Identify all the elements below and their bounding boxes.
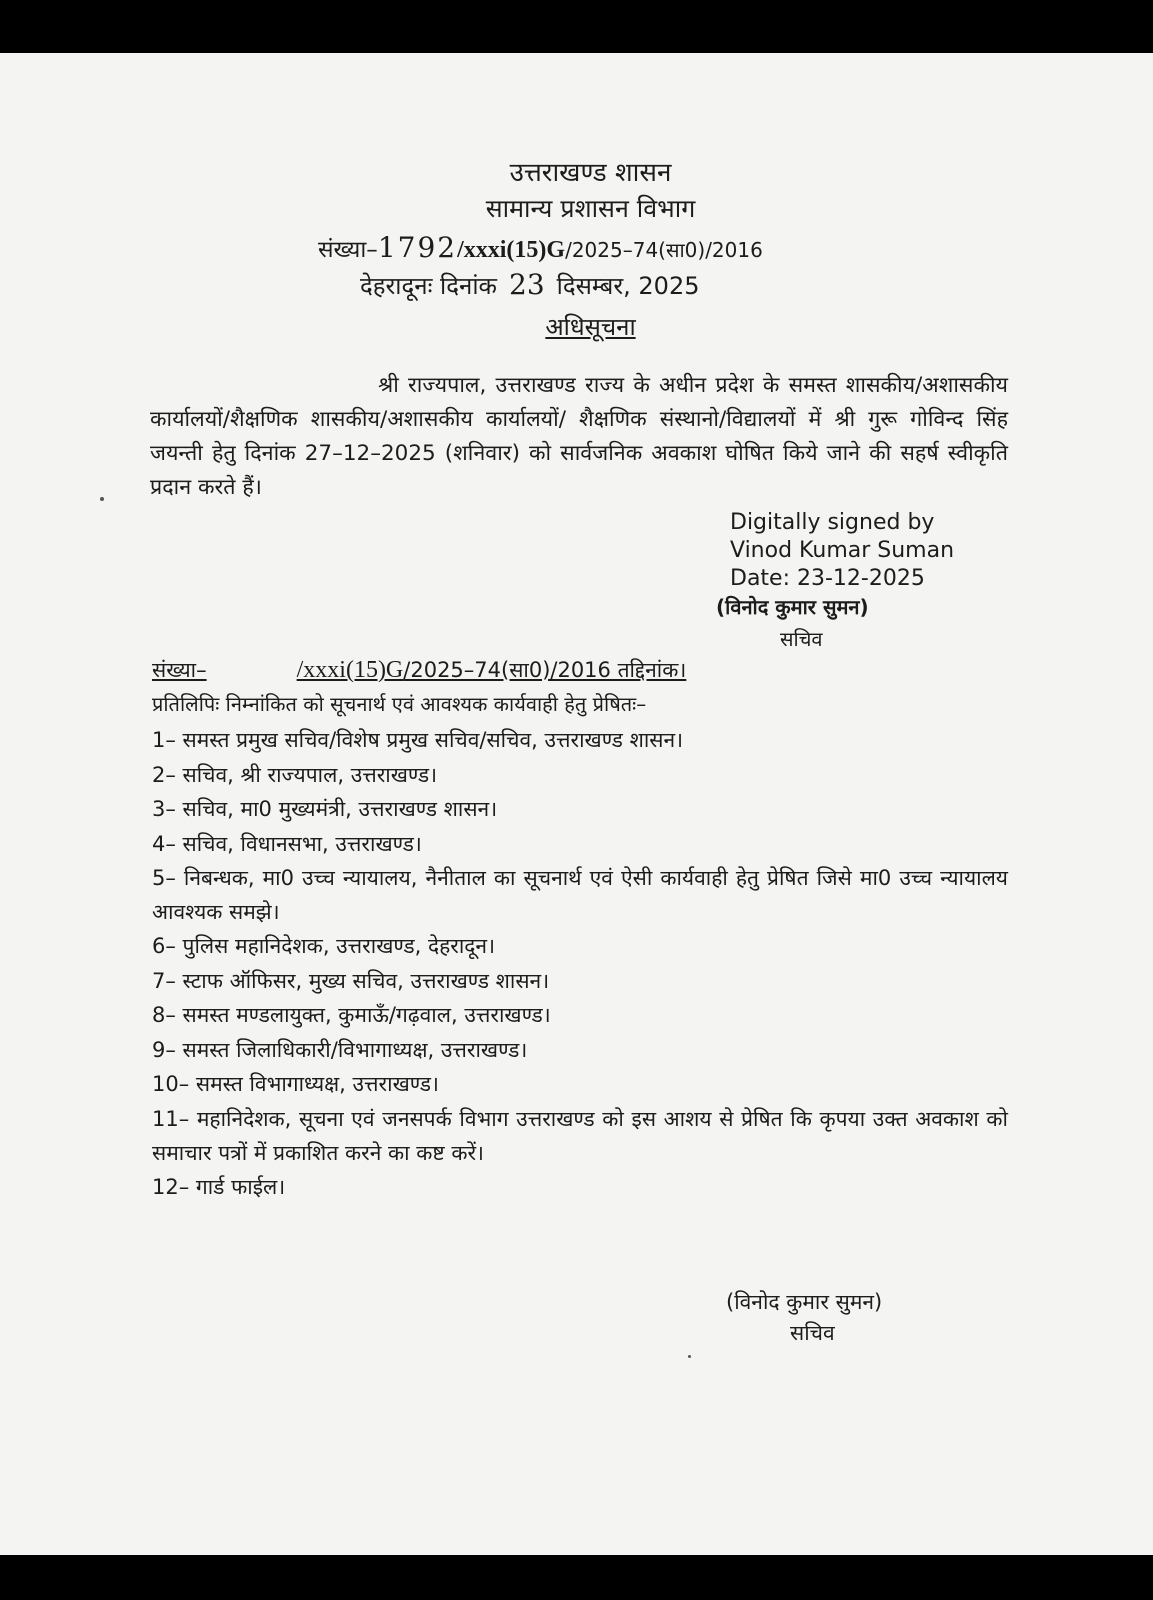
handwritten-day: 23 bbox=[509, 268, 545, 301]
place-date bbox=[360, 268, 699, 302]
reference-number bbox=[318, 231, 763, 264]
list-item: 6– पुलिस महानिदेशक, उत्तराखण्ड, देहरादून। bbox=[152, 934, 496, 958]
department-heading: सामान्य प्रशासन विभाग bbox=[485, 194, 696, 223]
signatory-bottom-name: (विनोद कुमार सुमन) bbox=[726, 1290, 883, 1314]
list-item: 7– स्टाफ ऑफिसर, मुख्य सचिव, उत्तराखण्ड शासन। bbox=[152, 968, 550, 993]
notification-title: अधिसूचना bbox=[545, 313, 636, 341]
signatory-top-designation: सचिव bbox=[780, 627, 823, 651]
scan-speck bbox=[688, 1355, 691, 1358]
place-label: देहरादूनः दिनांक bbox=[360, 272, 497, 300]
list-item: 8– समस्त मण्डलायुक्त, कुमाऊँ/गढ़वाल, उत्तराखण्ड। bbox=[152, 1003, 551, 1027]
handwritten-reference-number: 1792 bbox=[377, 231, 458, 264]
digital-signature bbox=[730, 509, 954, 593]
list-item: 4– सचिव, विधानसभा, उत्तराखण्ड। bbox=[152, 831, 422, 856]
copy-reference bbox=[152, 656, 686, 684]
copy-intro: प्रतिलिपिः निम्नांकित को सूचनार्थ एवं आवश्यक कार्यवाही हेतु प्रेषितः– bbox=[152, 692, 647, 716]
list-item: 5– निबन्धक, मा0 उच्च न्यायालय, नैनीताल का सूचनार्थ एवं ऐसी कार्यवाही हेतु प्रेषित जिसे मा0 उच्च न्यायालय आवश्यक समझे। bbox=[152, 866, 1008, 924]
government-heading: उत्तराखण्ड शासन bbox=[509, 158, 672, 188]
list-item: 9– समस्त जिलाधिकारी/विभागाध्यक्ष, उत्तराखण्ड। bbox=[152, 1037, 528, 1062]
scan-speck bbox=[100, 497, 104, 501]
reference-prefix: संख्या– bbox=[318, 237, 378, 263]
list-item: 1– समस्त प्रमुख सचिव/विशेष प्रमुख सचिव/सचिव, उत्तराखण्ड शासन। bbox=[152, 728, 684, 752]
digital-signature-line1: Digitally signed by bbox=[730, 510, 935, 535]
list-item: 12– गार्ड फाईल। bbox=[152, 1174, 286, 1199]
reference-mid: /xxxi(15)G bbox=[457, 237, 566, 263]
digital-signature-line2: Vinod Kumar Suman bbox=[730, 538, 955, 563]
reference-suffix: /2025–74(सा0)/2016 bbox=[565, 238, 763, 262]
copy-reference-suffix: /2025–74(सा0)/2016 तद्दिनांक। bbox=[403, 658, 687, 682]
copy-reference-prefix: संख्या– bbox=[152, 658, 207, 682]
list-item: 2– सचिव, श्री राज्यपाल, उत्तराखण्ड। bbox=[152, 762, 438, 787]
document-page bbox=[0, 53, 1153, 1555]
copy-recipient-list bbox=[152, 723, 1008, 1204]
month-year: दिसम्बर, 2025 bbox=[556, 272, 700, 300]
signatory-top-name: (विनोद कुमार सुमन) bbox=[716, 595, 869, 619]
list-item: 10– समस्त विभागाध्यक्ष, उत्तराखण्ड। bbox=[152, 1072, 439, 1096]
body-paragraph: श्री राज्यपाल, उत्तराखण्ड राज्य के अधीन प्रदेश के समस्त शासकीय/अशासकीय कार्यालयों/शैक्षणिक शासकीय/अशासकीय कार्यालयों/ शैक्षणिक संस्थानो/विद्यालयों में श्री गुरू गोविन्द सिंह जयन्ती हेतु दिनांक 27–12–2025 (शनिवार) को सार्वजनिक अवकाश घोषित किये जाने की सहर्ष स्वीकृति प्रदान करते हैं। bbox=[150, 373, 1008, 500]
copy-reference-mid: /xxxi(15)G bbox=[296, 657, 404, 683]
signatory-bottom-designation: सचिव bbox=[790, 1321, 835, 1345]
list-item: 11– महानिदेशक, सूचना एवं जनसपर्क विभाग उत्तराखण्ड को इस आशय से प्रेषित कि कृपया उक्त अवकाश को समाचार पत्रों में प्रकाशित करने का कष्ट करें। bbox=[152, 1106, 1008, 1165]
digital-signature-line3: Date: 23-12-2025 bbox=[730, 566, 925, 591]
list-item: 3– सचिव, मा0 मुख्यमंत्री, उत्तराखण्ड शासन। bbox=[152, 797, 498, 821]
